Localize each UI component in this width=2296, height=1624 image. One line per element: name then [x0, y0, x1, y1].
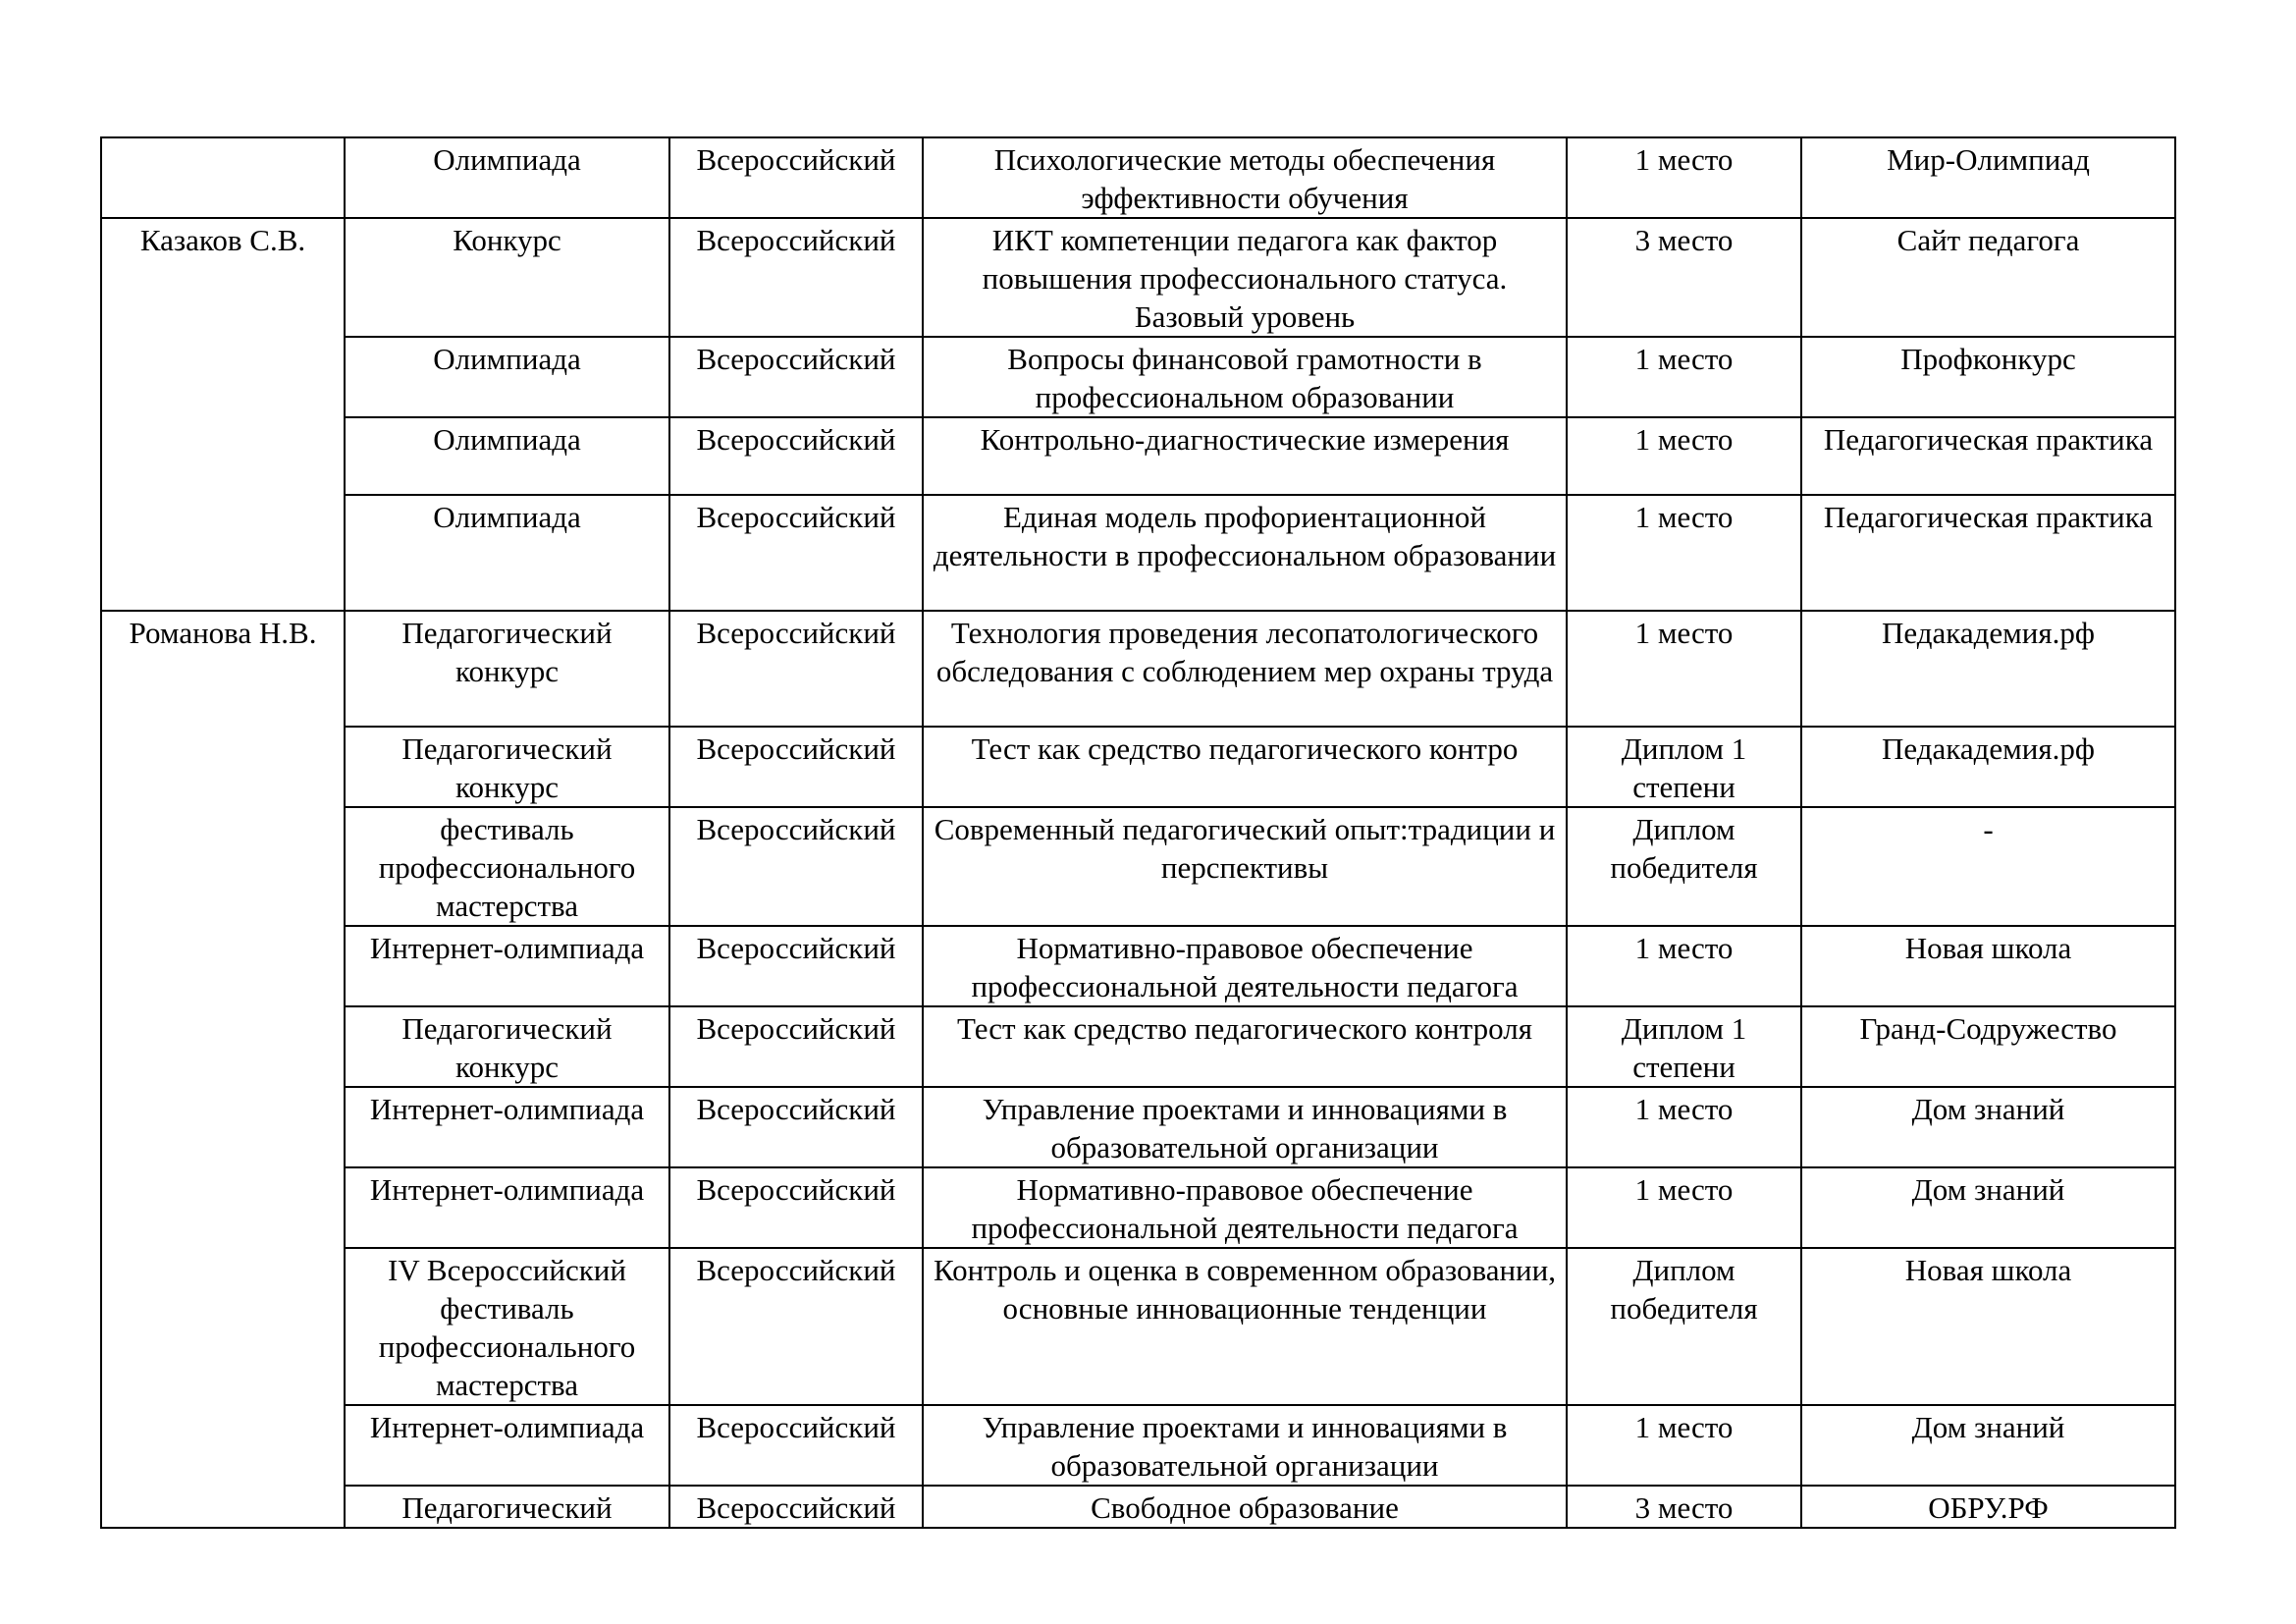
topic-cell: Тест как средство педагогического контроля — [923, 1006, 1567, 1087]
result-cell: 1 место — [1567, 1087, 1801, 1167]
result-cell: 1 место — [1567, 926, 1801, 1006]
topic-cell: Тест как средство педагогического контро — [923, 727, 1567, 807]
event-type-cell: Олимпиада — [345, 137, 669, 218]
table-row — [101, 1006, 2175, 1087]
topic-cell: Вопросы финансовой грамотности в профессиональном образовании — [923, 337, 1567, 417]
table-row — [101, 611, 2175, 727]
table-row — [101, 137, 2175, 218]
organizer-cell: Педагогическая практика — [1801, 417, 2175, 495]
topic-cell: Управление проектами и инновациями в образовательной организации — [923, 1087, 1567, 1167]
table-row — [101, 495, 2175, 611]
topic-cell: Технология проведения лесопатологического обследования с соблюдением мер охраны труда — [923, 611, 1567, 727]
event-type-cell: Интернет-олимпиада — [345, 1087, 669, 1167]
result-cell: 1 место — [1567, 337, 1801, 417]
result-cell: 1 место — [1567, 1405, 1801, 1486]
topic-cell: Контрольно-диагностические измерения — [923, 417, 1567, 495]
result-cell: 1 место — [1567, 611, 1801, 727]
event-type-cell: Педагогический конкурс — [345, 1006, 669, 1087]
level-cell: Всероссийский — [669, 1167, 923, 1248]
table-row — [101, 1248, 2175, 1405]
result-cell: 3 место — [1567, 218, 1801, 337]
topic-cell: Свободное образование — [923, 1486, 1567, 1528]
table-row — [101, 727, 2175, 807]
organizer-cell: - — [1801, 807, 2175, 926]
result-cell: 1 место — [1567, 495, 1801, 611]
table-row — [101, 926, 2175, 1006]
organizer-cell: Новая школа — [1801, 926, 2175, 1006]
topic-cell: Единая модель профориентационной деятельности в профессиональном образовании — [923, 495, 1567, 611]
level-cell: Всероссийский — [669, 1248, 923, 1405]
level-cell: Всероссийский — [669, 926, 923, 1006]
level-cell: Всероссийский — [669, 1486, 923, 1528]
event-type-cell: Педагогический — [345, 1486, 669, 1528]
organizer-cell: Профконкурс — [1801, 337, 2175, 417]
organizer-cell: Гранд-Содружество — [1801, 1006, 2175, 1087]
level-cell: Всероссийский — [669, 337, 923, 417]
level-cell: Всероссийский — [669, 1087, 923, 1167]
level-cell: Всероссийский — [669, 1006, 923, 1087]
event-type-cell: Интернет-олимпиада — [345, 926, 669, 1006]
table-row — [101, 417, 2175, 495]
event-type-cell: Интернет-олимпиада — [345, 1405, 669, 1486]
awards-table-body — [101, 137, 2175, 1528]
participant-name-cell — [101, 137, 345, 218]
topic-cell: Управление проектами и инновациями в образовательной организации — [923, 1405, 1567, 1486]
topic-cell: Нормативно-правовое обеспечение профессиональной деятельности педагога — [923, 1167, 1567, 1248]
topic-cell: Современный педагогический опыт:традиции и перспективы — [923, 807, 1567, 926]
table-row — [101, 337, 2175, 417]
level-cell: Всероссийский — [669, 1405, 923, 1486]
result-cell: Диплом победителя — [1567, 1248, 1801, 1405]
event-type-cell: Конкурс — [345, 218, 669, 337]
result-cell: Диплом 1 степени — [1567, 1006, 1801, 1087]
table-row — [101, 218, 2175, 337]
event-type-cell: IV Всероссийский фестиваль профессионального мастерства — [345, 1248, 669, 1405]
table-row — [101, 1405, 2175, 1486]
level-cell: Всероссийский — [669, 137, 923, 218]
result-cell: 1 место — [1567, 137, 1801, 218]
table-row — [101, 1087, 2175, 1167]
result-cell: 3 место — [1567, 1486, 1801, 1528]
event-type-cell: Олимпиада — [345, 337, 669, 417]
level-cell: Всероссийский — [669, 727, 923, 807]
topic-cell: Психологические методы обеспечения эффективности обучения — [923, 137, 1567, 218]
table-row — [101, 1486, 2175, 1528]
participant-name-cell: Романова Н.В. — [101, 611, 345, 1528]
organizer-cell: Педакадемия.рф — [1801, 611, 2175, 727]
organizer-cell: Дом знаний — [1801, 1167, 2175, 1248]
topic-cell: Контроль и оценка в современном образовании, основные инновационные тенденции — [923, 1248, 1567, 1405]
organizer-cell: Дом знаний — [1801, 1405, 2175, 1486]
level-cell: Всероссийский — [669, 611, 923, 727]
result-cell: Диплом 1 степени — [1567, 727, 1801, 807]
event-type-cell: Педагогический конкурс — [345, 611, 669, 727]
table-row — [101, 807, 2175, 926]
level-cell: Всероссийский — [669, 218, 923, 337]
level-cell: Всероссийский — [669, 417, 923, 495]
result-cell: 1 место — [1567, 417, 1801, 495]
event-type-cell: фестиваль профессионального мастерства — [345, 807, 669, 926]
organizer-cell: ОБРУ.РФ — [1801, 1486, 2175, 1528]
level-cell: Всероссийский — [669, 807, 923, 926]
awards-table — [100, 136, 2176, 1529]
participant-name-cell: Казаков С.В. — [101, 218, 345, 611]
event-type-cell: Олимпиада — [345, 417, 669, 495]
table-row — [101, 1167, 2175, 1248]
level-cell: Всероссийский — [669, 495, 923, 611]
organizer-cell: Сайт педагога — [1801, 218, 2175, 337]
result-cell: 1 место — [1567, 1167, 1801, 1248]
event-type-cell: Педагогический конкурс — [345, 727, 669, 807]
organizer-cell: Новая школа — [1801, 1248, 2175, 1405]
organizer-cell: Педакадемия.рф — [1801, 727, 2175, 807]
organizer-cell: Дом знаний — [1801, 1087, 2175, 1167]
topic-cell: ИКТ компетенции педагога как фактор повышения профессионального статуса. Базовый уровень — [923, 218, 1567, 337]
topic-cell: Нормативно-правовое обеспечение профессиональной деятельности педагога — [923, 926, 1567, 1006]
event-type-cell: Интернет-олимпиада — [345, 1167, 669, 1248]
event-type-cell: Олимпиада — [345, 495, 669, 611]
organizer-cell: Мир-Олимпиад — [1801, 137, 2175, 218]
organizer-cell: Педагогическая практика — [1801, 495, 2175, 611]
result-cell: Диплом победителя — [1567, 807, 1801, 926]
